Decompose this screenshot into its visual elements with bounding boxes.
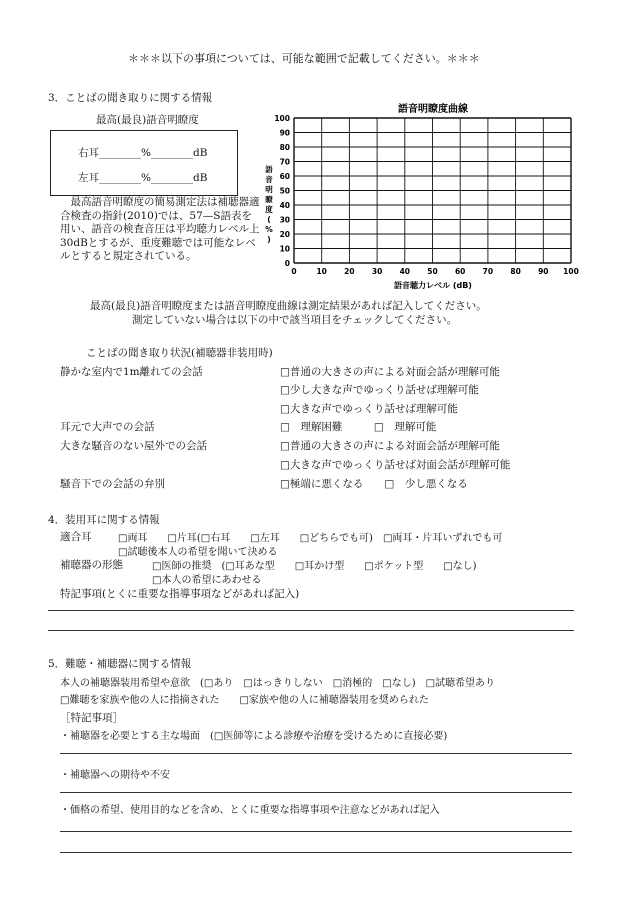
- price-purpose-notes: ・価格の希望、使用目的などを含め、とくに重要な指導事項や注意などがあれば記入: [60, 805, 440, 816]
- x-tick-40: 40: [399, 267, 411, 276]
- y-tick-20: 20: [279, 230, 290, 239]
- main-usage-scene[interactable]: ・補聴器を必要とする主な場面 (□医師等による診療や治療を受けるために直接必要): [60, 731, 448, 742]
- item-outdoor-opt2[interactable]: □大きな声でゆっくり話せば対面会話が理解可能: [280, 459, 511, 471]
- y-label-char: 度: [265, 205, 273, 214]
- x-tick-100: 100: [563, 267, 579, 276]
- sec4-notes-line-1[interactable]: [48, 610, 574, 611]
- page-header: ＊＊＊以下の事項については、可能な範囲で記載してください。＊＊＊: [128, 52, 480, 65]
- y-tick-80: 80: [279, 143, 290, 152]
- x-tick-0: 0: [291, 267, 297, 276]
- speech-discrimination-chart: [258, 100, 588, 295]
- speech-discrimination-box: [50, 130, 238, 196]
- y-tick-70: 70: [279, 157, 290, 167]
- item-quiet-room-opt2[interactable]: □少し大きな声でゆっくり話せば理解可能: [280, 384, 479, 396]
- item-quiet-room-opt3[interactable]: □大きな声でゆっくり話せば理解可能: [280, 403, 458, 415]
- item-outdoor-label: 大きな騒音のない屋外での会話: [60, 440, 207, 452]
- expectations-concerns: ・補聴器への期待や不安: [60, 770, 170, 781]
- chart-title: 語音明瞭度曲線: [398, 104, 468, 115]
- sec4-notes-line-2[interactable]: [48, 630, 574, 631]
- sec5-notes-label: ［特記事項］: [60, 712, 123, 724]
- y-label-char: 音: [265, 175, 273, 184]
- sec5-line-1[interactable]: [60, 753, 572, 754]
- x-tick-50: 50: [427, 267, 438, 276]
- measurement-note: 最高語音明瞭度の簡易測定法は補聴器適合検査の指針(2010)では、57—S語表を用い、語音の検査音圧は平均聴力レベル上30dBとするが、重度難聴では可能なレベルとすると規定されている。: [60, 196, 260, 262]
- item-quiet-room-label: 静かな室内で1m離れての会話: [60, 366, 203, 378]
- y-tick-90: 90: [279, 128, 290, 138]
- pointed-out-options[interactable]: □難聴を家族や他の人に指摘された □家族や他の人に補聴器装用を奨められた: [60, 695, 429, 706]
- x-tick-70: 70: [482, 267, 494, 276]
- chart-x-label: 語音聴力レベル (dB): [394, 281, 472, 290]
- y-label-char: 明: [265, 185, 273, 194]
- item-outdoor-opt1[interactable]: □普通の大きさの声による対面会話が理解可能: [280, 440, 500, 452]
- y-label-char: %: [265, 225, 273, 234]
- x-tick-90: 90: [538, 267, 549, 276]
- section-5-title: 5．難聴・補聴器に関する情報: [48, 658, 192, 670]
- y-tick-30: 30: [279, 215, 290, 225]
- item-loud-near-ear-label: 耳元で大声での会話: [60, 421, 155, 433]
- aid-shape-options[interactable]: □医師の推奨 (□耳あな型 □耳かけ型 □ポケット型 □なし): [152, 561, 477, 572]
- right-ear-field[interactable]: 右耳________%________dB: [78, 147, 208, 159]
- fit-ear-options[interactable]: □両耳 □片耳(□右耳 □左耳 □どちらでも可) □両耳・片耳いずれでも可: [118, 533, 503, 544]
- aid-shape-preference-option[interactable]: □本人の希望にあわせる: [152, 575, 262, 586]
- desire-options[interactable]: 本人の補聴器装用希望や意欲 (□あり □はっきりしない □消極的 □なし) □試聴希望あり: [60, 678, 496, 689]
- item-quiet-room-opt1[interactable]: □普通の大きさの声による対面会話が理解可能: [280, 366, 500, 378]
- section-4-title: 4．装用耳に関する情報: [48, 514, 160, 526]
- x-tick-20: 20: [344, 267, 355, 276]
- x-tick-30: 30: [371, 267, 383, 276]
- sec4-special-notes-label: 特記事項(とくに重要な指導事項などがあれば記入): [60, 588, 300, 600]
- fit-ear-trial-option[interactable]: □試聴後本人の希望を聞いて決める: [118, 547, 278, 558]
- y-tick-40: 40: [279, 201, 290, 210]
- item-noise-label: 騒音下での会話の弁別: [60, 478, 165, 490]
- fit-ear-label: 適合耳: [60, 531, 92, 543]
- item-loud-near-ear-opts[interactable]: □ 理解困難 □ 理解可能: [280, 421, 437, 433]
- y-label-char: 語: [265, 165, 273, 174]
- sec5-line-2[interactable]: [60, 792, 572, 793]
- chart-y-label: [265, 164, 273, 244]
- x-tick-10: 10: [316, 267, 327, 276]
- item-noise-opts[interactable]: □極端に悪くなる □ 少し悪くなる: [280, 478, 468, 490]
- y-tick-0: 0: [284, 259, 290, 268]
- x-tick-80: 80: [510, 267, 521, 276]
- y-label-char: (: [267, 215, 271, 224]
- y-label-char: ): [267, 235, 271, 244]
- left-ear-field[interactable]: 左耳________%________dB: [78, 172, 208, 184]
- x-tick-60: 60: [454, 267, 466, 276]
- instruction-1: 最高(最良)語音明瞭度または語音明瞭度曲線は測定結果があれば記入してください。: [90, 300, 487, 312]
- y-tick-60: 60: [279, 172, 290, 181]
- y-tick-50: 50: [279, 186, 290, 196]
- speech-discrimination-subtitle: 最高(最良)語音明瞭度: [96, 114, 199, 126]
- y-label-char: 瞭: [265, 195, 273, 204]
- aid-shape-label: 補聴器の形態: [60, 559, 123, 571]
- sec5-line-4[interactable]: [60, 852, 572, 853]
- y-tick-10: 10: [279, 244, 290, 254]
- sec5-line-3[interactable]: [60, 831, 572, 832]
- y-tick-100: 100: [274, 114, 290, 123]
- section-3-title: 3．ことばの聞き取りに関する情報: [48, 92, 213, 104]
- instruction-2: 測定していない場合は以下の中で該当項目をチェックしてください。: [132, 314, 458, 326]
- listening-status-title: ことばの聞き取り状況(補聴器非装用時): [86, 347, 273, 359]
